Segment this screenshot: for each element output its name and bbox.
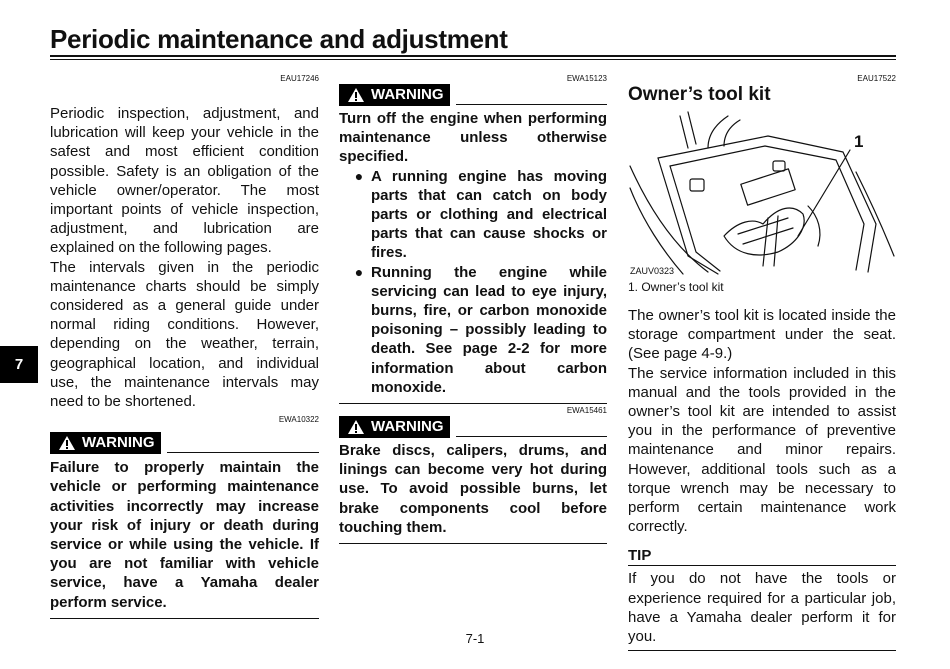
warning-label: WARNING [371, 418, 444, 436]
bullet-icon: ● [354, 263, 364, 280]
warning-triangle-icon [347, 87, 365, 103]
warning-code: EWA15461 [566, 406, 607, 416]
list-item [339, 167, 607, 263]
warning-rule [167, 452, 320, 453]
tip-label: TIP [628, 546, 896, 566]
bullet-text: Running the engine while servicing can lead to eye injury, burns, fire, or carbon monoxide poisoning – possibly leading to death. See page 2-2 for more information about carbon monoxide. [371, 263, 607, 396]
chapter-tab: 7 [0, 346, 38, 383]
page-title: Periodic maintenance and adjustment [50, 24, 508, 54]
section-heading: Owner’s tool kit [628, 84, 771, 105]
intervals-paragraph: The intervals given in the periodic maintenance charts should be simply considered as a general guide under normal riding conditions. However, depending on the weather, terrain, geographical location, and individual use, the maintenance intervals may need to be shortened. [50, 258, 319, 411]
warning-text: Failure to properly maintain the vehicle or performing maintenance activities incorrectly may increase your risk of injury or death during service or while using the vehicle. If you are not familiar with vehicle service, have a Yamaha dealer perform service. [50, 459, 319, 611]
title-rule [50, 55, 896, 57]
warning-end-rule [50, 618, 319, 619]
figure-caption: 1. Owner’s tool kit [628, 280, 724, 294]
section-code: EAU17246 [280, 74, 319, 83]
warning-badge [339, 84, 450, 106]
service-info-paragraph: The service information included in this manual and the tools provided in the owner’s tool kit are intended to assist you in the performance of preventive maintenance and minor repairs. However, additional tools such as a torque wrench may be necessary to perform certain maintenance work correctly. [628, 364, 896, 536]
warning-triangle-icon [58, 435, 76, 451]
warning-code: EWA10322 [278, 415, 319, 425]
warning-label: WARNING [82, 434, 155, 452]
warning-code: EWA15123 [566, 74, 607, 83]
warning-label: WARNING [371, 86, 444, 103]
warning-end-rule [339, 403, 607, 404]
bullet-icon: ● [354, 167, 364, 184]
intro-paragraph: Periodic inspection, adjustment, and lubrication will keep your vehicle in the safest and most efficient condition possible. Safety is an obligation of the vehicle owner/operator. The most important points of vehicle inspection, adjustment, and lubrication are explained on the following pages. [50, 105, 319, 257]
location-paragraph: The owner’s tool kit is located inside the storage compartment under the seat. (See page 4-9.) [628, 307, 896, 363]
warning-header [50, 432, 319, 454]
figure-code: ZAUV0323 [630, 266, 675, 276]
page-number: 7-1 [465, 631, 485, 646]
warning-header [339, 84, 607, 106]
column-3 [628, 74, 896, 651]
warning-rule [456, 436, 608, 437]
warning-triangle-icon [347, 419, 365, 435]
warning-text: Brake discs, calipers, drums, and linings can become very hot during use. To avoid possible burns, let brake components cool before touching them. [339, 442, 607, 536]
warning-bullet-list [339, 167, 607, 397]
warning-intro: Turn off the engine when performing maintenance unless otherwise specified. [339, 110, 607, 166]
list-item [339, 263, 607, 397]
column-1 [50, 74, 319, 619]
section-code: EAU17522 [857, 74, 896, 83]
tip-end-rule [628, 650, 896, 651]
warning-end-rule [339, 543, 607, 544]
column-2 [339, 74, 607, 544]
bullet-text: A running engine has moving parts that can catch on body parts or clothing and electrical parts that can cause shocks or fires. [371, 167, 607, 262]
tip-text: If you do not have the tools or experience required for a particular job, have a Yamaha dealer perform it for you. [628, 570, 896, 646]
title-rule-thin [50, 59, 896, 60]
warning-badge [339, 416, 450, 438]
warning-header [339, 416, 607, 438]
tool-kit-illustration [628, 106, 896, 276]
warning-rule [456, 104, 608, 105]
warning-badge [50, 432, 161, 454]
figure-callout: 1 [854, 132, 864, 151]
